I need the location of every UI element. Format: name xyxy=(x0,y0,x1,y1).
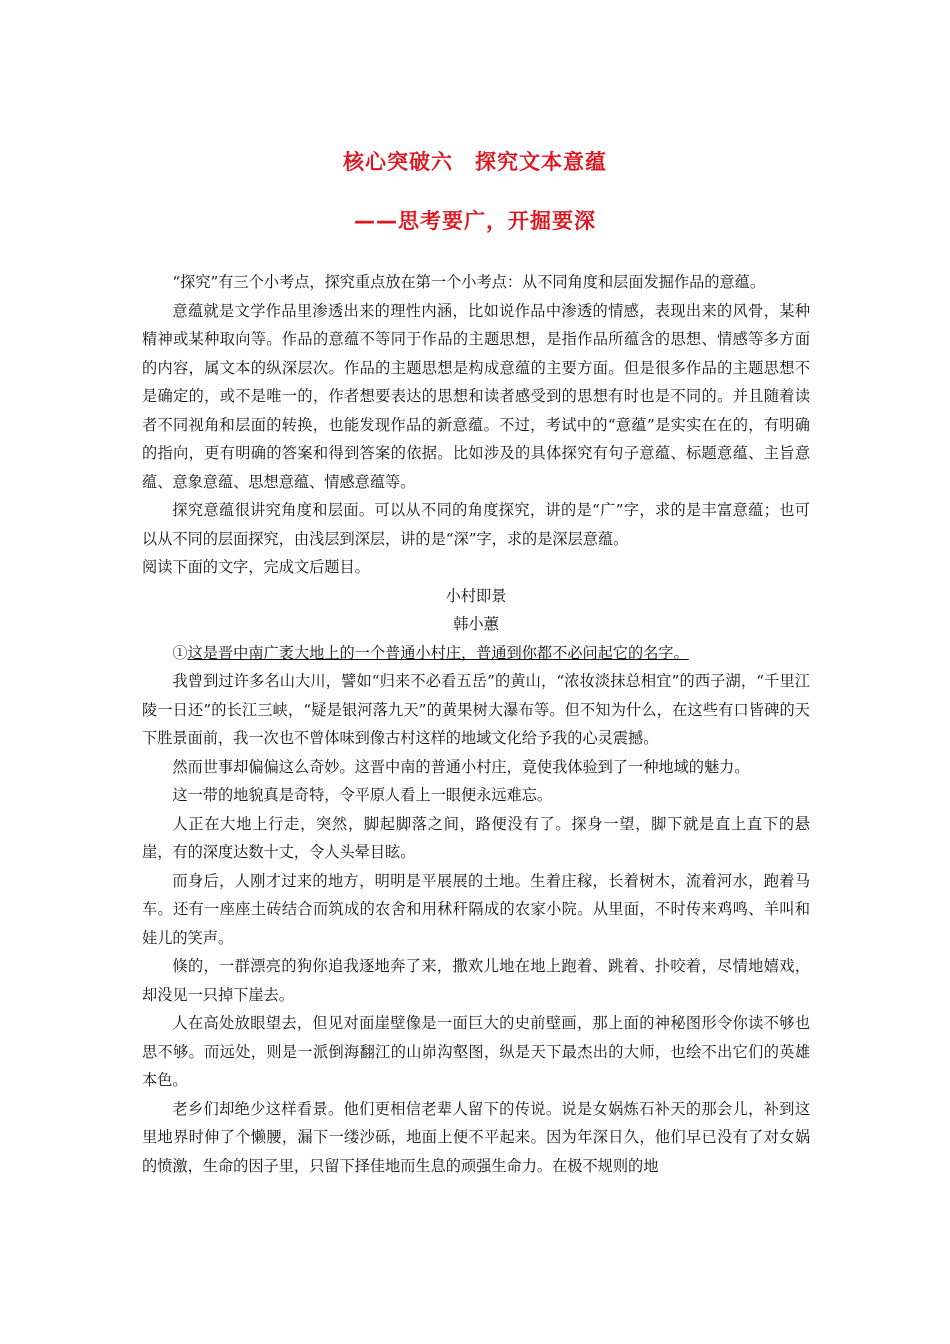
page-title: 核心突破六 探究文本意蕴 xyxy=(343,150,607,174)
article-paragraph: 倏的，一群漂亮的狗你追我逐地奔了来，撒欢儿地在地上跑着、跳着、扑咬着，尽情地嬉戏，却没见一只掉下崖去。 xyxy=(142,957,810,1004)
paragraph-marker: ① xyxy=(172,643,188,662)
article-title: 小村即景 xyxy=(445,586,507,605)
article-paragraph: 人在高处放眼望去，但见对面崖壁像是一面巨大的史前壁画，那上面的神秘图形令你读不够也思不够。而远处，则是一派倒海翻江的山峁沟壑图，纵是天下最杰出的大师，也绘不出它们的英雄本色。 xyxy=(142,1014,810,1089)
article-paragraph: 人正在大地上行走，突然，脚起脚落之间，路便没有了。探身一望，脚下就是直上直下的悬崖，有的深度达数十丈，令人头晕目眩。 xyxy=(142,814,810,861)
article-paragraph: 老乡们却绝少这样看景。他们更相信老辈人留下的传说。说是女娲炼石补天的那会儿，补到这里地界时伸了个懒腰，漏下一缕沙砾，地面上便不平起来。因为年深日久，他们早已没有了对女娲的愤激，生命的因子里，只留下择佳地而生息的顽强生命力。在极不规则的地 xyxy=(142,1099,810,1175)
article-paragraph: 这一带的地貌真是奇特，令平原人看上一眼便永远难忘。 xyxy=(172,786,553,804)
article-author: 韩小蕙 xyxy=(453,615,499,633)
intro-paragraph-2: 意蕴就是文学作品里渗透出来的理性内涵，比如说作品中渗透的情感，表现出来的风骨，某种精神或某种取向等。作品的意蕴不等同于作品的主题思想，是指作品所蕴含的思想、情感等多方面的内容，属文本的纵深层次。作品的主题思想是构成意蕴的主要方面。但是很多作品的主题思想不是确定的，或不是唯一的，作者想要表达的思想和读者感受到的思想有时也是不同的。并且随着读者不同视角和层面的转换，也能发现作品的新意蕴。不过，考试中的“意蕴”是实实在在的，有明确的指向，更有明确的答案和得到答案的依据。比如涉及的具体探究有句子意蕴、标题意蕴、主旨意蕴、意象意蕴、思想意蕴、情感意蕴等。 xyxy=(142,301,810,491)
page-subtitle: ——思考要广，开掘要深 xyxy=(354,209,596,233)
article-paragraph-1 xyxy=(142,639,810,668)
underlined-sentence: 这是晋中南广袤大地上的一个普通小村庄，普通到你都不必问起它的名字。 xyxy=(187,643,689,662)
article-paragraph: 而身后，人刚才过来的地方，明明是平展展的土地。生着庄稼，长着树木，流着河水，跑着马车。还有一座座土砖结合而筑成的农舍和用秫秆隔成的农家小院。从里面，不时传来鸡鸣、羊叫和娃儿的笑声。 xyxy=(142,871,810,947)
article-paragraph: 我曾到过许多名山大川，譬如“归来不必看五岳”的黄山，“浓妆淡抹总相宜”的西子湖，“千里江陵一日还”的长江三峡，“疑是银河落九天”的黄果树大瀑布等。但不知为什么，在这些有口皆碑的天下胜景面前，我一次也不曾体味到像古村这样的地域文化给予我的心灵震撼。 xyxy=(142,672,810,747)
intro-paragraph-1: “探究”有三个小考点，探究重点放在第一个小考点：从不同角度和层面发掘作品的意蕴。 xyxy=(172,273,766,291)
reading-instruction: 阅读下面的文字，完成文后题目。 xyxy=(142,558,370,576)
intro-paragraph-3: 探究意蕴很讲究角度和层面。可以从不同的角度探究，讲的是“广”字，求的是丰富意蕴；也可以从不同的层面探究，由浅层到深层，讲的是“深”字，求的是深层意蕴。 xyxy=(142,501,810,548)
article-paragraph: 然而世事却偏偏这么奇妙。这晋中南的普通小村庄，竟使我体验到了一种地域的魅力。 xyxy=(172,757,750,776)
document-body xyxy=(142,268,810,1180)
